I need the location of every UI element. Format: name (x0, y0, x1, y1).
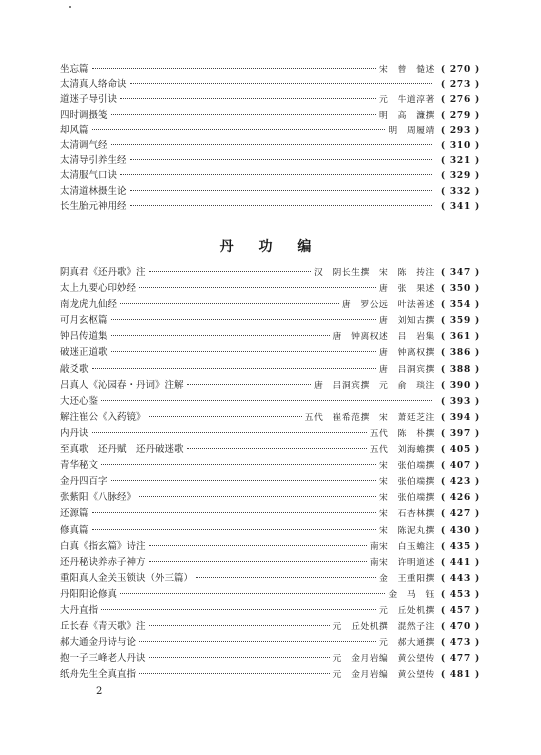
dot-leader (149, 271, 311, 272)
toc-entry-title: 道迷子导引诀 (60, 94, 118, 106)
toc-entry-page: ( 270 ) (440, 65, 480, 75)
dot-leader (139, 641, 376, 642)
dot-leader (101, 464, 376, 465)
toc-entry (60, 410, 480, 426)
toc-entry-title: 抱一子三峰老人丹诀 (60, 653, 146, 665)
dot-leader (130, 159, 432, 160)
toc-entry-page: ( 426 ) (440, 493, 480, 504)
dot-leader (120, 174, 432, 175)
toc-entry-page: ( 293 ) (440, 125, 480, 136)
toc-entry-author: 五代 陈 朴撰 (369, 428, 435, 439)
dot-leader (101, 400, 432, 401)
toc-entry-author: 元 丘处机撰 (379, 605, 435, 616)
dot-leader (120, 593, 385, 594)
toc-entry (60, 108, 480, 123)
toc-entry-title: 青华秘文 (60, 460, 99, 472)
dot-leader (92, 129, 386, 130)
toc-entry-page: ( 441 ) (440, 557, 480, 568)
toc-entry (60, 329, 480, 345)
dot-leader (92, 512, 377, 513)
toc-entry-title: 可月玄枢篇 (60, 315, 108, 327)
toc-entry-author: 元 丘处机撰 混然子注 (332, 622, 435, 633)
toc-entry (60, 458, 480, 474)
toc-entry-title: 阴真君《还丹歌》注 (60, 267, 146, 278)
toc-entry-page: ( 359 ) (440, 316, 480, 327)
toc-entry (60, 635, 480, 651)
toc-entry-author: 五代 刘海蟾撰 (369, 445, 435, 456)
toc-entry-author: 唐 刘知古撰 (379, 316, 435, 327)
toc-entry (60, 667, 480, 683)
dot-leader (130, 190, 432, 191)
toc-entry-author: 宋 曾 慥述 (379, 65, 435, 75)
toc-entry (60, 490, 480, 506)
toc-entry (60, 474, 480, 490)
dot-leader (111, 114, 377, 115)
toc-entry-title: 大还心鉴 (60, 395, 99, 407)
dot-leader (92, 432, 367, 433)
toc-entry-page: ( 405 ) (440, 445, 480, 456)
toc-entry (60, 281, 480, 297)
toc-entry-title: 内丹诀 (60, 427, 89, 439)
toc-entry-author: 汉 阴长生撰 宋 陈 抟注 (313, 268, 435, 278)
toc-entry (60, 77, 480, 92)
toc-entry-author: 元 金月岩编 黄公望传 (332, 670, 435, 681)
toc-entry-author: 金 王重阳撰 (379, 573, 435, 584)
toc-entry (60, 394, 480, 410)
toc-entry-title: 还源篇 (60, 508, 89, 520)
toc-entry-author: 元 郝大通撰 (379, 638, 435, 649)
toc-entry-title: 太清真人络命诀 (60, 79, 127, 91)
toc-entry (60, 184, 480, 199)
toc-entry-page: ( 354 ) (440, 300, 480, 311)
speck-mark (69, 6, 71, 8)
toc-entry-title: 敲爻歌 (60, 363, 89, 375)
dot-leader (120, 303, 339, 304)
toc-entry (60, 539, 480, 555)
dot-leader (149, 625, 330, 626)
toc-entry (60, 362, 480, 378)
toc-entry-page: ( 407 ) (440, 461, 480, 472)
toc-entry (60, 555, 480, 571)
toc-entry-page: ( 350 ) (440, 284, 480, 295)
toc-entry-page: ( 386 ) (440, 348, 480, 359)
toc-entry-title: 纸舟先生全真直指 (60, 669, 137, 681)
toc-entry (60, 506, 480, 522)
dot-leader (111, 335, 330, 336)
toc-entry-page: ( 279 ) (440, 110, 480, 121)
toc-entry-author: 唐 罗公远 叶法善述 (341, 300, 435, 311)
page-number: 2 (96, 686, 103, 697)
toc-entry-title: 解注崔公《入药镜》 (60, 411, 146, 423)
dot-leader (187, 448, 367, 449)
toc-entry-title: 长生胎元神用经 (60, 200, 127, 212)
toc-entry (60, 426, 480, 442)
toc-entry (60, 587, 480, 603)
dot-leader (111, 480, 377, 481)
toc-entry-title: 太清导引养生经 (60, 155, 127, 167)
toc-entry-author: 宋 陈泥丸撰 (379, 525, 435, 536)
toc-section-1 (60, 62, 480, 214)
toc-entry-title: 重阳真人金关玉锁诀（外三篇） (60, 572, 194, 584)
toc-entry-author: 元 金月岩编 黄公望传 (332, 654, 435, 665)
toc-entry-page: ( 394 ) (440, 412, 480, 423)
toc-entry-page: ( 397 ) (440, 428, 480, 439)
dot-leader (111, 319, 377, 320)
section-heading: 丹 功 编 (219, 239, 322, 255)
toc-entry-author: 明 周履靖 (388, 125, 435, 136)
toc-entry-title: 金丹四百字 (60, 476, 108, 488)
toc-entry-page: ( 276 ) (440, 95, 480, 106)
dot-leader (149, 657, 330, 658)
toc-entry-page: ( 430 ) (440, 525, 480, 536)
toc-entry-title: 大丹直指 (60, 604, 99, 616)
toc-entry (60, 62, 480, 77)
toc-entry-author: 唐 吕洞宾撰 元 俞 琰注 (313, 380, 435, 391)
toc-entry-title: 郝大通金丹诗与论 (60, 637, 137, 649)
toc-entry-title: 太清服气口诀 (60, 170, 118, 182)
toc-entry-title: 太上九要心印妙经 (60, 283, 137, 295)
dot-leader (92, 68, 377, 69)
toc-entry-page: ( 310 ) (440, 140, 480, 151)
toc-entry (60, 153, 480, 168)
toc-entry-title: 破迷正道歌 (60, 347, 108, 359)
toc-entry-page: ( 423 ) (440, 477, 480, 488)
toc-entry-title: 却风篇 (60, 124, 89, 136)
toc-entry-title: 张紫阳《八脉经》 (60, 492, 137, 504)
toc-entry-author: 金 马 钰 (388, 589, 435, 600)
toc-entry-page: ( 443 ) (440, 573, 480, 584)
toc-entry-page: ( 341 ) (440, 201, 480, 212)
toc-entry (60, 619, 480, 635)
toc-entry-author: 元 牛道淳著 (379, 95, 435, 106)
dot-leader (101, 609, 376, 610)
dot-leader (139, 496, 376, 497)
toc-entry (60, 603, 480, 619)
dot-leader (130, 205, 432, 206)
dot-leader (196, 577, 376, 578)
dot-leader (139, 673, 330, 674)
toc-entry-title: 吕真人《沁园春・丹词》注解 (60, 379, 184, 391)
toc-entry (60, 345, 480, 361)
toc-entry-author: 宋 张伯端撰 (379, 493, 435, 504)
toc-entry-author: 宋 张伯端撰 (379, 477, 435, 488)
dot-leader (111, 144, 432, 145)
toc-entry-page: ( 473 ) (440, 638, 480, 649)
toc-entry-title: 丹阳阳论修真 (60, 588, 118, 600)
toc-entry (60, 297, 480, 313)
toc-entry-author: 唐 张 果述 (379, 284, 435, 295)
toc-entry (60, 92, 480, 107)
dot-leader (149, 416, 302, 417)
toc-entry-page: ( 388 ) (440, 364, 480, 375)
toc-entry-page: ( 329 ) (440, 171, 480, 182)
toc-entry (60, 523, 480, 539)
toc-entry-author: 宋 张伯端撰 (379, 461, 435, 472)
toc-entry-page: ( 427 ) (440, 509, 480, 520)
toc-entry-page: ( 481 ) (440, 670, 480, 681)
toc-entry-page: ( 273 ) (440, 80, 480, 91)
toc-entry-page: ( 477 ) (440, 654, 480, 665)
toc-entry-author: 宋 石杏林撰 (379, 509, 435, 520)
dot-leader (92, 529, 377, 530)
toc-entry-author: 南宋 白玉蟾注 (369, 541, 435, 552)
toc-entry-title: 丘长春《青天歌》注 (60, 621, 146, 633)
toc-entry (60, 378, 480, 394)
toc-entry-title: 修真篇 (60, 524, 89, 536)
toc-entry-title: 坐忘篇 (60, 64, 89, 75)
toc-entry (60, 265, 480, 281)
toc-entry-page: ( 393 ) (440, 396, 480, 407)
toc-entry-page: ( 361 ) (440, 332, 480, 343)
toc-entry (60, 168, 480, 183)
dot-leader (120, 98, 376, 99)
toc-entry-title: 太清调气经 (60, 139, 108, 151)
toc-entry-author: 南宋 许明道述 (369, 557, 435, 568)
toc-entry-author: 唐 吕洞宾撰 (379, 364, 435, 375)
toc-entry-page: ( 470 ) (440, 622, 480, 633)
toc-entry-author: 唐 钟离权述 吕 岩集 (332, 332, 435, 343)
dot-leader (187, 384, 311, 385)
toc-entry (60, 199, 480, 214)
toc-entry (60, 571, 480, 587)
dot-leader (130, 83, 432, 84)
toc-entry-title: 白真《指玄篇》诗注 (60, 540, 146, 552)
toc-entry-page: ( 435 ) (440, 541, 480, 552)
toc-entry (60, 313, 480, 329)
toc-entry-title: 钟吕传道集 (60, 331, 108, 343)
dot-leader (92, 368, 377, 369)
toc-entry-title: 至真歌 还丹赋 还丹破迷歌 (60, 444, 184, 456)
toc-entry (60, 123, 480, 138)
toc-section-2 (60, 265, 480, 683)
toc-entry-title: 南龙虎九仙经 (60, 299, 118, 311)
toc-entry-page: ( 390 ) (440, 380, 480, 391)
toc-entry-page: ( 347 ) (440, 268, 480, 278)
toc-entry (60, 138, 480, 153)
toc-entry (60, 442, 480, 458)
dot-leader (111, 351, 377, 352)
toc-entry-title: 四时调摄笺 (60, 109, 108, 121)
toc-entry-page: ( 332 ) (440, 186, 480, 197)
toc-entry-author: 唐 钟离权撰 (379, 348, 435, 359)
toc-entry-page: ( 453 ) (440, 589, 480, 600)
toc-entry-author: 五代 崔希范撰 宋 萧廷芝注 (304, 412, 435, 423)
toc-entry-page: ( 321 ) (440, 156, 480, 167)
toc-entry-page: ( 457 ) (440, 605, 480, 616)
dot-leader (149, 545, 367, 546)
dot-leader (149, 561, 367, 562)
dot-leader (139, 287, 376, 288)
toc-entry (60, 651, 480, 667)
toc-entry-title: 还丹秘诀养赤子神方 (60, 556, 146, 568)
toc-entry-title: 太清道林摄生论 (60, 185, 127, 197)
toc-entry-author: 明 高 濂撰 (379, 110, 435, 121)
